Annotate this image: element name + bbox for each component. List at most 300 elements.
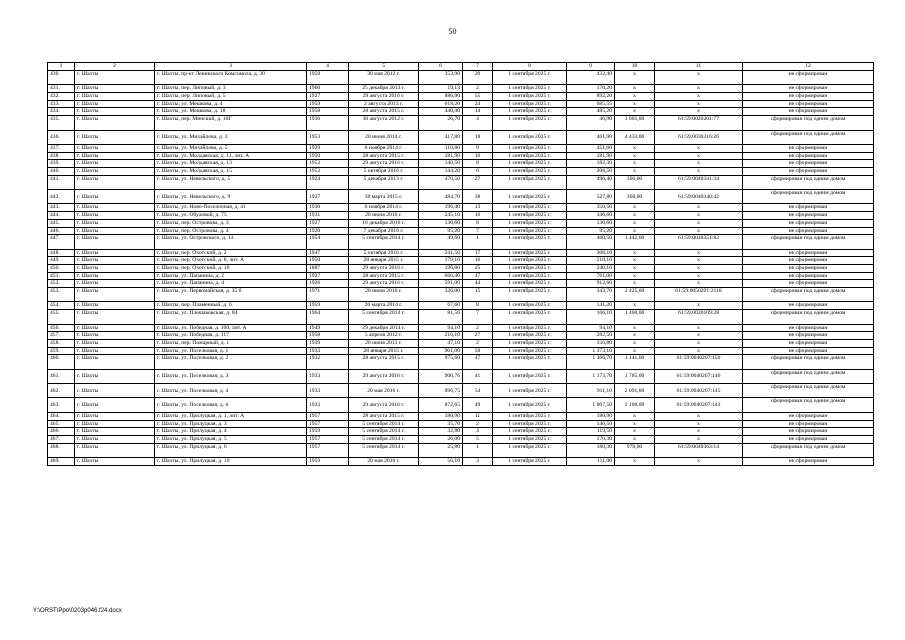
table-cell-city: г. Шахты xyxy=(75,71,155,85)
table-cell-start: 1 сентября 2025 г. xyxy=(493,71,567,85)
table-cell-date: 5 сентября 2014 г. xyxy=(349,428,419,436)
table-cell-count: 15 xyxy=(463,288,493,302)
table-cell-city: г. Шахты xyxy=(75,369,155,383)
table-cell-count: 11 xyxy=(463,412,493,420)
table-cell-status: не сформирован xyxy=(743,457,874,465)
table-cell-cost: 1 007,50 xyxy=(567,398,615,412)
table-cell-status: сформирован под одним домом xyxy=(743,288,874,302)
table-cell-date: 29 декабря 2014 г. xyxy=(349,324,419,332)
table-cell-status: не сформирован xyxy=(743,100,874,108)
table-cell-num: 457. xyxy=(48,332,75,340)
table-cell-start: 1 сентября 2025 г. xyxy=(493,324,567,332)
table-cell-city: г. Шахты xyxy=(75,212,155,220)
table-cell-city: г. Шахты xyxy=(75,332,155,340)
table-cell-date: 26 марта 2014 г. xyxy=(349,302,419,310)
table-cell-start: 1 сентября 2025 г. xyxy=(493,398,567,412)
table-cell-v10: 366,00 xyxy=(615,175,655,189)
table-cell-date: 20 июня 2014 г. xyxy=(349,130,419,144)
table-cell-num: 460. xyxy=(48,355,75,369)
table-cell-city: г. Шахты xyxy=(75,108,155,116)
table-cell-cost: 282,50 xyxy=(567,332,615,340)
table-cell-num: 456. xyxy=(48,324,75,332)
table-cell-num: 433. xyxy=(48,100,75,108)
table-cell-count: 4 xyxy=(463,428,493,436)
table-cell-address: г. Шахты, пер. Охотский, д. 8, лит. А xyxy=(155,257,307,265)
table-cell-area: 900,76 xyxy=(419,369,463,383)
table-cell-start: 1 сентября 2025 г. xyxy=(493,100,567,108)
table-cell-area: 440,40 xyxy=(419,108,463,116)
table-row xyxy=(48,108,874,116)
table-cell-address: г. Шахты, ул. Папанина, д. 4 xyxy=(155,280,307,288)
table-cell-num: 447. xyxy=(48,235,75,249)
table-cell-status: не сформирован xyxy=(743,347,874,355)
table-cell-status: сформирован под одним домом xyxy=(743,443,874,457)
table-cell-v11: x xyxy=(655,219,743,227)
table-cell-status: не сформирован xyxy=(743,144,874,152)
table-cell-city: г. Шахты xyxy=(75,457,155,465)
table-cell-status: сформирован под одним домом xyxy=(743,355,874,369)
table-row xyxy=(48,339,874,347)
table-row xyxy=(48,435,874,443)
table-cell-date: 5 апреля 2012 г. xyxy=(349,332,419,340)
table-row xyxy=(48,264,874,272)
table-cell-year: 1959 xyxy=(307,71,349,85)
table-cell-start: 1 сентября 2025 г. xyxy=(493,435,567,443)
table-cell-count: 44 xyxy=(463,280,493,288)
table-cell-address: г. Шахты, ул. Прилуцкая, д. 3 xyxy=(155,420,307,428)
table-cell-num: 431. xyxy=(48,85,75,93)
table-cell-city: г. Шахты xyxy=(75,443,155,457)
table-cell-area: 49,60 xyxy=(419,235,463,249)
table-cell-year: 1927 xyxy=(307,93,349,101)
column-header: 6 xyxy=(419,63,463,71)
table-cell-num: 436. xyxy=(48,130,75,144)
column-header: 3 xyxy=(155,63,307,71)
table-cell-v10: 2 108,00 xyxy=(615,398,655,412)
table-cell-num: 466. xyxy=(48,428,75,436)
table-cell-v11: x xyxy=(655,302,743,310)
column-header: 12 xyxy=(743,63,874,71)
table-cell-cost: 343,70 xyxy=(567,288,615,302)
table-cell-area: 35,70 xyxy=(419,420,463,428)
table-cell-year: 1957 xyxy=(307,420,349,428)
table-cell-v11: x xyxy=(655,412,743,420)
table-cell-area: 591,00 xyxy=(419,280,463,288)
table-cell-num: 435. xyxy=(48,116,75,130)
table-cell-address: г. Шахты, ул. Поселковая, д. 2 xyxy=(155,355,307,369)
table-cell-count: 49 xyxy=(463,398,493,412)
table-cell-date: 29 августа 2016 г. xyxy=(349,398,419,412)
table-cell-cost: 460,50 xyxy=(567,235,615,249)
table-cell-city: г. Шахты xyxy=(75,227,155,235)
table-cell-start: 1 сентября 2025 г. xyxy=(493,227,567,235)
table-cell-count: 27 xyxy=(463,332,493,340)
table-row xyxy=(48,249,874,257)
table-cell-v11: x xyxy=(655,93,743,101)
table-cell-year: 1933 xyxy=(307,384,349,398)
table-cell-v11: x xyxy=(655,85,743,93)
table-cell-cost: 911,10 xyxy=(567,384,615,398)
table-cell-num: 464. xyxy=(48,412,75,420)
table-cell-year: 1936 xyxy=(307,116,349,130)
table-row xyxy=(48,130,874,144)
table-cell-v10: x xyxy=(615,85,655,93)
table-cell-v10: 4 433,00 xyxy=(615,130,655,144)
table-cell-city: г. Шахты xyxy=(75,100,155,108)
table-cell-city: г. Шахты xyxy=(75,175,155,189)
table-cell-v10: x xyxy=(615,412,655,420)
table-cell-cost: 485,20 xyxy=(567,108,615,116)
table-cell-count: 47 xyxy=(463,272,493,280)
table-cell-date: 5 октября 2016 г. xyxy=(349,167,419,175)
table-cell-v11: 61:59:0030316:26 xyxy=(655,130,743,144)
table-cell-count: 13 xyxy=(463,204,493,212)
table-cell-year: 1932 xyxy=(307,355,349,369)
table-cell-num: 454. xyxy=(48,302,75,310)
table-cell-num: 458. xyxy=(48,339,75,347)
table-cell-city: г. Шахты xyxy=(75,302,155,310)
table-cell-status: сформирован под одним домом xyxy=(743,369,874,383)
table-cell-date: 6 ноября 2014 г. xyxy=(349,204,419,212)
table-cell-date: 28 января 2015 г. xyxy=(349,347,419,355)
table-cell-cost: 170,30 xyxy=(567,435,615,443)
table-cell-area: 67,60 xyxy=(419,302,463,310)
table-cell-count: 8 xyxy=(463,219,493,227)
table-cell-date: 20 мая 2016 г. xyxy=(349,384,419,398)
housing-table xyxy=(47,62,874,466)
table-cell-v10: 368,00 xyxy=(615,190,655,204)
table-cell-area: 896,75 xyxy=(419,384,463,398)
table-cell-year: 1954 xyxy=(307,235,349,249)
table-cell-start: 1 сентября 2025 г. xyxy=(493,443,567,457)
table-cell-year: 1950 xyxy=(307,152,349,160)
table-cell-num: 446. xyxy=(48,227,75,235)
table-cell-count: 18 xyxy=(463,130,493,144)
table-cell-date: 29 августа 2016 г. xyxy=(349,280,419,288)
table-cell-start: 1 сентября 2025 г. xyxy=(493,212,567,220)
table-cell-cost: 166,10 xyxy=(567,310,615,324)
table-cell-count: 8 xyxy=(463,160,493,168)
table-cell-area: 975,60 xyxy=(419,355,463,369)
table-cell-status: не сформирован xyxy=(743,212,874,220)
table-cell-num: 462. xyxy=(48,384,75,398)
table-cell-num: 452. xyxy=(48,280,75,288)
table-cell-city: г. Шахты xyxy=(75,85,155,93)
column-header: 5 xyxy=(349,63,419,71)
table-cell-cost: 892,20 xyxy=(567,93,615,101)
table-cell-start: 1 сентября 2025 г. xyxy=(493,144,567,152)
table-cell-status: не сформирован xyxy=(743,152,874,160)
table-cell-city: г. Шахты xyxy=(75,235,155,249)
table-cell-v10: x xyxy=(615,324,655,332)
table-cell-v11: x xyxy=(655,324,743,332)
column-header: 7 xyxy=(463,63,493,71)
table-cell-v11: x xyxy=(655,339,743,347)
table-cell-area: 94,10 xyxy=(419,324,463,332)
table-cell-v10: x xyxy=(615,302,655,310)
table-cell-v10: 1 785,00 xyxy=(615,369,655,383)
table-cell-area: 901,00 xyxy=(419,347,463,355)
table-cell-date: 5 декабря 2013 г. xyxy=(349,175,419,189)
table-cell-date: 29 августа 2016 г. xyxy=(349,93,419,101)
table-cell-city: г. Шахты xyxy=(75,219,155,227)
table-cell-city: г. Шахты xyxy=(75,204,155,212)
table-cell-date: 28 августа 2015 г. xyxy=(349,355,419,369)
table-cell-v11: x xyxy=(655,204,743,212)
table-cell-area: 241,50 xyxy=(419,249,463,257)
table-cell-year: 1887 xyxy=(307,264,349,272)
table-cell-area: 25,80 xyxy=(419,443,463,457)
table-cell-area: 56,10 xyxy=(419,457,463,465)
table-cell-start: 1 сентября 2025 г. xyxy=(493,310,567,324)
table-cell-start: 1 сентября 2025 г. xyxy=(493,152,567,160)
table-cell-status: не сформирован xyxy=(743,167,874,175)
table-cell-cost: 119,50 xyxy=(567,428,615,436)
table-row xyxy=(48,412,874,420)
table-cell-year: 1958 xyxy=(307,108,349,116)
table-cell-address: г. Шахты, пер. Островова, д. 4 xyxy=(155,227,307,235)
table-cell-status: не сформирован xyxy=(743,160,874,168)
table-cell-date: 5 сентября 2014 г. xyxy=(349,435,419,443)
table-cell-count: 27 xyxy=(463,175,493,189)
table-cell-area: 196,40 xyxy=(419,204,463,212)
table-cell-start: 1 сентября 2025 г. xyxy=(493,160,567,168)
table-row xyxy=(48,369,874,383)
table-cell-v11: 61:59:0050201:2118 xyxy=(655,288,743,302)
table-row xyxy=(48,100,874,108)
column-header: 9 xyxy=(567,63,615,71)
table-cell-area: 144,20 xyxy=(419,167,463,175)
table-cell-year: 1929 xyxy=(307,144,349,152)
table-cell-city: г. Шахты xyxy=(75,398,155,412)
table-cell-v11: x xyxy=(655,280,743,288)
table-cell-start: 1 сентября 2025 г. xyxy=(493,167,567,175)
table-cell-status: не сформирован xyxy=(743,257,874,265)
table-cell-start: 1 сентября 2025 г. xyxy=(493,280,567,288)
table-cell-count: 10 xyxy=(463,152,493,160)
table-cell-cost: 496,40 xyxy=(567,175,615,189)
table-cell-cost: 1 173,70 xyxy=(567,369,615,383)
table-cell-date: 20 мая 2016 г. xyxy=(349,457,419,465)
table-cell-address: г. Шахты, ул. Прилуцкая, д. 1, лит. А xyxy=(155,412,307,420)
table-cell-v10: x xyxy=(615,264,655,272)
page-number: 50 xyxy=(448,27,457,36)
table-cell-status: сформирован под одним домом xyxy=(743,190,874,204)
table-cell-year: 1971 xyxy=(307,288,349,302)
column-header: 2 xyxy=(75,63,155,71)
table-cell-cost: 182,30 xyxy=(567,160,615,168)
table-cell-v10: x xyxy=(615,332,655,340)
table-cell-start: 1 сентября 2025 г. xyxy=(493,249,567,257)
table-cell-address: г. Шахты, пер. Пожарный, д. 1 xyxy=(155,339,307,347)
table-cell-num: 444. xyxy=(48,212,75,220)
table-cell-cost: 356,50 xyxy=(567,204,615,212)
table-cell-year: 1939 xyxy=(307,339,349,347)
table-cell-area: 245,10 xyxy=(419,212,463,220)
table-cell-city: г. Шахты xyxy=(75,435,155,443)
table-cell-address: г. Шахты, ул. Молдавская, д. 11, лит. А xyxy=(155,152,307,160)
table-cell-area: 95,20 xyxy=(419,227,463,235)
table-cell-date: 28 августа 2015 г. xyxy=(349,412,419,420)
table-cell-count: 6 xyxy=(463,167,493,175)
table-cell-status: не сформирован xyxy=(743,85,874,93)
table-cell-year: 1960 xyxy=(307,85,349,93)
table-cell-count: 2 xyxy=(463,324,493,332)
table-row xyxy=(48,204,874,212)
table-cell-cost: 156,80 xyxy=(567,339,615,347)
table-cell-count: 5 xyxy=(463,435,493,443)
table-cell-v10: 1 141,00 xyxy=(615,355,655,369)
table-cell-count: 7 xyxy=(463,310,493,324)
table-cell-v11: x xyxy=(655,264,743,272)
table-row xyxy=(48,272,874,280)
table-cell-start: 1 сентября 2025 г. xyxy=(493,93,567,101)
table-cell-count: 25 xyxy=(463,264,493,272)
table-cell-count: 16 xyxy=(463,257,493,265)
table-cell-address: г. Шахты, ул. Победная, д. 117 xyxy=(155,332,307,340)
table-cell-address: г. Шахты, пер. Пламенный, д. 6 xyxy=(155,302,307,310)
table-cell-city: г. Шахты xyxy=(75,428,155,436)
table-row xyxy=(48,288,874,302)
table-cell-num: 463. xyxy=(48,398,75,412)
table-cell-address: г. Шахты, ул. Папанина, д. 2 xyxy=(155,272,307,280)
table-cell-date: 5 сентября 2014 г. xyxy=(349,443,419,457)
table-cell-area: 47,10 xyxy=(419,339,463,347)
table-cell-v11: 61:59:0040341:34 xyxy=(655,175,743,189)
table-cell-city: г. Шахты xyxy=(75,257,155,265)
table-row xyxy=(48,257,874,265)
table-cell-city: г. Шахты xyxy=(75,280,155,288)
table-cell-cost: 912,60 xyxy=(567,280,615,288)
table-cell-cost: 181,90 xyxy=(567,152,615,160)
table-cell-date: 20 июня 2013 г. xyxy=(349,339,419,347)
table-cell-status: сформирован под одним домом xyxy=(743,310,874,324)
table-cell-address: г. Шахты, ул. Михайлова, д. 3 xyxy=(155,130,307,144)
table-cell-start: 1 сентября 2025 г. xyxy=(493,130,567,144)
table-row xyxy=(48,212,874,220)
table-cell-date: 18 марта 2015 г. xyxy=(349,190,419,204)
table-cell-status: сформирован под одним домом xyxy=(743,384,874,398)
table-cell-status: не сформирован xyxy=(743,332,874,340)
table-cell-num: 459. xyxy=(48,347,75,355)
table-cell-v10: x xyxy=(615,347,655,355)
table-cell-city: г. Шахты xyxy=(75,288,155,302)
table-cell-start: 1 сентября 2025 г. xyxy=(493,332,567,340)
table-cell-city: г. Шахты xyxy=(75,384,155,398)
table-cell-cost: 527,80 xyxy=(567,190,615,204)
table-cell-address: г. Шахты, ул. Поселковая, д. 6 xyxy=(155,398,307,412)
table-cell-address: г. Шахты, ул. Поселковая, д. 1 xyxy=(155,347,307,355)
table-cell-num: 434. xyxy=(48,108,75,116)
table-cell-cost: 461,90 xyxy=(567,130,615,144)
table-cell-status: не сформирован xyxy=(743,339,874,347)
table-cell-num: 450. xyxy=(48,264,75,272)
table-cell-date: 5 сентября 2014 г. xyxy=(349,235,419,249)
table-cell-v11: 61:59:0020201:77 xyxy=(655,116,743,130)
table-row xyxy=(48,324,874,332)
table-body xyxy=(48,71,874,466)
table-cell-cost: 1 366,70 xyxy=(567,355,615,369)
table-cell-status: не сформирован xyxy=(743,204,874,212)
table-cell-year: 1957 xyxy=(307,443,349,457)
table-cell-year: 1930 xyxy=(307,204,349,212)
table-cell-cost: 94,10 xyxy=(567,324,615,332)
table-cell-date: 30 августа 2012 г. xyxy=(349,116,419,130)
table-cell-address: г. Шахты, ул. Первомайская, д. 35 б xyxy=(155,288,307,302)
table-cell-address: г. Шахты, ул. Мешкова, д. 4 xyxy=(155,100,307,108)
table-row xyxy=(48,160,874,168)
table-cell-year: 1958 xyxy=(307,332,349,340)
table-cell-address: г. Шахты, ул. Невельского, д. 5 xyxy=(155,175,307,189)
table-cell-date: 28 августа 2015 г. xyxy=(349,152,419,160)
table-cell-count: 2 xyxy=(463,339,493,347)
table-cell-city: г. Шахты xyxy=(75,412,155,420)
table-cell-address: г. Шахты, пер. Охотский, д. 2 xyxy=(155,249,307,257)
table-cell-v10: x xyxy=(615,100,655,108)
table-cell-cost: 1 373,10 xyxy=(567,347,615,355)
table-cell-num: 455. xyxy=(48,310,75,324)
table-cell-cost: 308,10 xyxy=(567,249,615,257)
table-cell-count: 14 xyxy=(463,108,493,116)
table-cell-count: 41 xyxy=(463,369,493,383)
table-cell-v10: x xyxy=(615,249,655,257)
table-cell-status: не сформирован xyxy=(743,219,874,227)
table-cell-count: 16 xyxy=(463,212,493,220)
table-cell-year: 1933 xyxy=(307,347,349,355)
table-cell-num: 438. xyxy=(48,152,75,160)
table-cell-area: 886,90 xyxy=(419,93,463,101)
table-cell-area: 181,90 xyxy=(419,152,463,160)
column-header: 1 xyxy=(48,63,75,71)
table-cell-city: г. Шахты xyxy=(75,339,155,347)
table-cell-address: г. Шахты, пер. Липовый, д. 5 xyxy=(155,93,307,101)
table-cell-status: не сформирован xyxy=(743,108,874,116)
table-cell-num: 469. xyxy=(48,457,75,465)
table-cell-num: 451. xyxy=(48,272,75,280)
table-cell-status: сформирован под одним домом xyxy=(743,130,874,144)
table-cell-area: 326,00 xyxy=(419,288,463,302)
table-cell-count: 2 xyxy=(463,420,493,428)
table-cell-area: 484,70 xyxy=(419,190,463,204)
table-cell-cost: 170,20 xyxy=(567,85,615,93)
table-cell-address: г. Шахты, ул. Прилуцкая, д. 6 xyxy=(155,443,307,457)
column-header: 4 xyxy=(307,63,349,71)
table-cell-status: сформирован под одним домом xyxy=(743,235,874,249)
table-row xyxy=(48,71,874,85)
column-header: 11 xyxy=(655,63,743,71)
table-cell-count: 3 xyxy=(463,457,493,465)
table-cell-v10: x xyxy=(615,227,655,235)
table-cell-status: не сформирован xyxy=(743,324,874,332)
table-cell-start: 1 сентября 2025 г. xyxy=(493,339,567,347)
table-cell-address: г. Шахты, ул. Прилуцкая, д. 4 xyxy=(155,428,307,436)
table-cell-city: г. Шахты xyxy=(75,347,155,355)
table-cell-start: 1 сентября 2025 г. xyxy=(493,219,567,227)
housing-table-container xyxy=(47,62,873,466)
table-cell-num: 442. xyxy=(48,190,75,204)
table-cell-status: сформирован под одним домом xyxy=(743,398,874,412)
table-cell-area: 186,90 xyxy=(419,412,463,420)
table-cell-num: 430. xyxy=(48,71,75,85)
table-cell-start: 1 сентября 2025 г. xyxy=(493,457,567,465)
table-cell-v11: x xyxy=(655,212,743,220)
table-cell-num: 449. xyxy=(48,257,75,265)
table-cell-year: 1957 xyxy=(307,435,349,443)
table-cell-v11: x xyxy=(655,457,743,465)
table-row xyxy=(48,93,874,101)
table-cell-v10: x xyxy=(615,212,655,220)
table-cell-v11: x xyxy=(655,152,743,160)
